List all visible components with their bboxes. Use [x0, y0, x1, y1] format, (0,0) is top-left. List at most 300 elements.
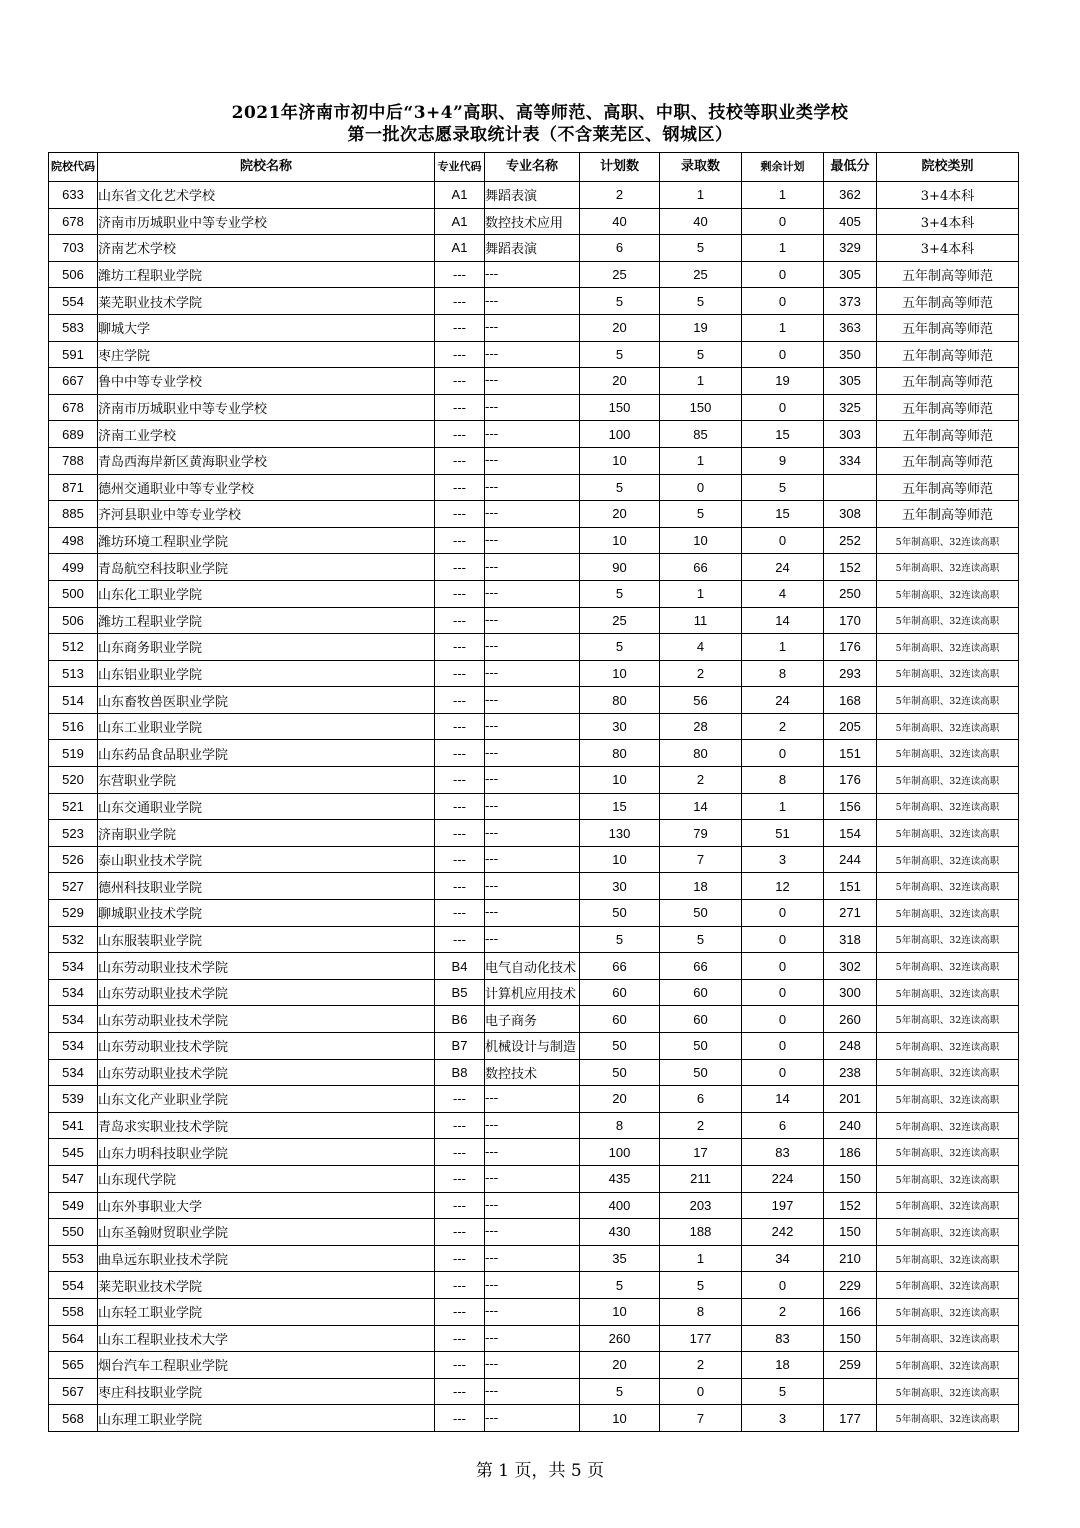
cell-school-code: 550	[49, 1219, 98, 1246]
header-planned: 计划数	[580, 153, 660, 182]
cell-admitted: 150	[660, 394, 742, 421]
cell-major-code: ---	[435, 767, 485, 794]
cell-admitted: 28	[660, 713, 742, 740]
cell-school-code: 529	[49, 900, 98, 927]
cell-remaining: 0	[742, 900, 824, 927]
cell-major-name: ---	[485, 1139, 580, 1166]
cell-school-name: 枣庄学院	[98, 341, 435, 368]
cell-school-name: 济南市历城职业中等专业学校	[98, 208, 435, 235]
table-row	[49, 1139, 1019, 1166]
cell-school-name: 济南工业学校	[98, 421, 435, 448]
cell-school-code: 526	[49, 846, 98, 873]
cell-min-score: 405	[824, 208, 877, 235]
cell-category: 5年制高职、32连读高职	[877, 1033, 1019, 1060]
cell-remaining: 0	[742, 261, 824, 288]
cell-school-name: 山东畜牧兽医职业学院	[98, 687, 435, 714]
cell-remaining: 0	[742, 1272, 824, 1299]
cell-planned: 20	[580, 501, 660, 528]
cell-planned: 6	[580, 235, 660, 262]
cell-remaining: 34	[742, 1245, 824, 1272]
cell-admitted: 66	[660, 554, 742, 581]
table-row	[49, 1245, 1019, 1272]
cell-category: 五年制高等师范	[877, 501, 1019, 528]
cell-school-code: 567	[49, 1378, 98, 1405]
cell-planned: 400	[580, 1192, 660, 1219]
cell-planned: 50	[580, 1059, 660, 1086]
cell-school-name: 济南职业学院	[98, 820, 435, 847]
cell-category: 五年制高等师范	[877, 368, 1019, 395]
cell-min-score: 271	[824, 900, 877, 927]
cell-category: 五年制高等师范	[877, 447, 1019, 474]
cell-remaining: 0	[742, 1006, 824, 1033]
cell-major-code: ---	[435, 1298, 485, 1325]
cell-category: 五年制高等师范	[877, 394, 1019, 421]
table-row	[49, 580, 1019, 607]
table-row	[49, 341, 1019, 368]
cell-planned: 40	[580, 208, 660, 235]
header-school-code: 院校代码	[49, 153, 98, 182]
cell-planned: 10	[580, 846, 660, 873]
cell-admitted: 17	[660, 1139, 742, 1166]
cell-school-name: 山东服装职业学院	[98, 926, 435, 953]
document-title-line1: 2021年济南市初中后“3+4”高职、高等师范、高职、中职、技校等职业类学校	[231, 103, 849, 123]
cell-planned: 10	[580, 447, 660, 474]
cell-remaining: 3	[742, 846, 824, 873]
cell-school-name: 枣庄科技职业学院	[98, 1378, 435, 1405]
cell-major-name: ---	[485, 1378, 580, 1405]
cell-min-score: 176	[824, 767, 877, 794]
cell-remaining: 0	[742, 341, 824, 368]
cell-admitted: 60	[660, 1006, 742, 1033]
cell-remaining: 24	[742, 554, 824, 581]
cell-major-code: ---	[435, 687, 485, 714]
cell-remaining: 8	[742, 660, 824, 687]
cell-remaining: 0	[742, 1033, 824, 1060]
cell-school-code: 547	[49, 1165, 98, 1192]
cell-school-name: 青岛西海岸新区黄海职业学校	[98, 447, 435, 474]
table-row	[49, 660, 1019, 687]
cell-school-name: 山东劳动职业技术学院	[98, 1059, 435, 1086]
cell-school-code: 703	[49, 235, 98, 262]
header-admitted: 录取数	[660, 153, 742, 182]
cell-major-code: B6	[435, 1006, 485, 1033]
cell-major-name: ---	[485, 1086, 580, 1113]
cell-major-name: ---	[485, 314, 580, 341]
cell-school-code: 513	[49, 660, 98, 687]
cell-admitted: 2	[660, 1112, 742, 1139]
cell-school-name: 鲁中中等专业学校	[98, 368, 435, 395]
cell-school-code: 541	[49, 1112, 98, 1139]
cell-major-code: ---	[435, 394, 485, 421]
table-row	[49, 1378, 1019, 1405]
cell-major-code: ---	[435, 660, 485, 687]
cell-admitted: 5	[660, 926, 742, 953]
table-row	[49, 421, 1019, 448]
cell-major-code: ---	[435, 713, 485, 740]
cell-major-name: ---	[485, 1165, 580, 1192]
cell-min-score: 176	[824, 634, 877, 661]
cell-school-name: 山东劳动职业技术学院	[98, 1006, 435, 1033]
cell-min-score: 151	[824, 873, 877, 900]
cell-category: 5年制高职、32连读高职	[877, 953, 1019, 980]
cell-admitted: 80	[660, 740, 742, 767]
cell-remaining: 18	[742, 1352, 824, 1379]
cell-school-name: 山东理工职业学院	[98, 1405, 435, 1432]
cell-major-name: ---	[485, 1405, 580, 1432]
cell-school-code: 591	[49, 341, 98, 368]
cell-min-score: 308	[824, 501, 877, 528]
cell-category: 5年制高职、32连读高职	[877, 793, 1019, 820]
table-row	[49, 554, 1019, 581]
cell-admitted: 18	[660, 873, 742, 900]
document-title-line2: 第一批次志愿录取统计表（不含莱芜区、钢城区）	[347, 125, 733, 145]
cell-remaining: 15	[742, 501, 824, 528]
cell-school-code: 516	[49, 713, 98, 740]
cell-school-name: 山东圣翰财贸职业学院	[98, 1219, 435, 1246]
cell-major-code: ---	[435, 314, 485, 341]
cell-planned: 15	[580, 793, 660, 820]
table-row	[49, 634, 1019, 661]
cell-planned: 435	[580, 1165, 660, 1192]
cell-major-name: 数控技术	[485, 1059, 580, 1086]
cell-admitted: 1	[660, 182, 742, 209]
cell-major-name: ---	[485, 846, 580, 873]
table-row	[49, 1298, 1019, 1325]
cell-category: 5年制高职、32连读高职	[877, 1405, 1019, 1432]
cell-remaining: 0	[742, 926, 824, 953]
cell-admitted: 6	[660, 1086, 742, 1113]
cell-major-code: ---	[435, 1086, 485, 1113]
table-row	[49, 1352, 1019, 1379]
cell-major-code: ---	[435, 1139, 485, 1166]
table-row	[49, 740, 1019, 767]
cell-major-name: ---	[485, 447, 580, 474]
cell-planned: 5	[580, 474, 660, 501]
cell-category: 5年制高职、32连读高职	[877, 554, 1019, 581]
cell-school-code: 523	[49, 820, 98, 847]
cell-admitted: 19	[660, 314, 742, 341]
cell-school-code: 498	[49, 527, 98, 554]
cell-admitted: 1	[660, 580, 742, 607]
cell-min-score: 154	[824, 820, 877, 847]
cell-major-name: ---	[485, 873, 580, 900]
cell-admitted: 2	[660, 1352, 742, 1379]
cell-major-code: B4	[435, 953, 485, 980]
cell-school-code: 519	[49, 740, 98, 767]
cell-major-code: ---	[435, 873, 485, 900]
table-row	[49, 846, 1019, 873]
cell-major-code: A1	[435, 235, 485, 262]
cell-category: 5年制高职、32连读高职	[877, 1086, 1019, 1113]
cell-school-code: 500	[49, 580, 98, 607]
cell-category: 5年制高职、32连读高职	[877, 1352, 1019, 1379]
cell-remaining: 0	[742, 288, 824, 315]
cell-major-name: ---	[485, 1219, 580, 1246]
cell-school-name: 山东化工职业学院	[98, 580, 435, 607]
cell-min-score: 334	[824, 447, 877, 474]
cell-major-name: ---	[485, 660, 580, 687]
cell-admitted: 85	[660, 421, 742, 448]
cell-admitted: 5	[660, 1272, 742, 1299]
page-footer: 第 1 页，共 5 页	[475, 1461, 605, 1481]
table-row	[49, 820, 1019, 847]
cell-min-score: 259	[824, 1352, 877, 1379]
cell-major-name: ---	[485, 687, 580, 714]
cell-school-code: 506	[49, 607, 98, 634]
cell-major-code: ---	[435, 846, 485, 873]
cell-major-code: ---	[435, 501, 485, 528]
cell-major-code: ---	[435, 1192, 485, 1219]
cell-major-name: 舞蹈表演	[485, 235, 580, 262]
cell-major-name: ---	[485, 341, 580, 368]
table-row	[49, 394, 1019, 421]
table-row	[49, 1405, 1019, 1432]
cell-school-name: 山东交通职业学院	[98, 793, 435, 820]
cell-major-code: A1	[435, 208, 485, 235]
table-row	[49, 314, 1019, 341]
table-row	[49, 607, 1019, 634]
cell-major-name: ---	[485, 527, 580, 554]
cell-major-code: ---	[435, 288, 485, 315]
cell-admitted: 79	[660, 820, 742, 847]
cell-major-name: ---	[485, 394, 580, 421]
cell-min-score: 186	[824, 1139, 877, 1166]
cell-planned: 66	[580, 953, 660, 980]
cell-planned: 430	[580, 1219, 660, 1246]
cell-school-code: 534	[49, 1006, 98, 1033]
cell-major-name: ---	[485, 767, 580, 794]
cell-category: 五年制高等师范	[877, 314, 1019, 341]
cell-admitted: 7	[660, 1405, 742, 1432]
cell-admitted: 5	[660, 501, 742, 528]
cell-school-code: 506	[49, 261, 98, 288]
cell-remaining: 2	[742, 713, 824, 740]
cell-major-name: ---	[485, 793, 580, 820]
table-row	[49, 368, 1019, 395]
cell-school-code: 554	[49, 288, 98, 315]
cell-remaining: 5	[742, 1378, 824, 1405]
cell-category: 5年制高职、32连读高职	[877, 1245, 1019, 1272]
cell-school-code: 558	[49, 1298, 98, 1325]
cell-admitted: 10	[660, 527, 742, 554]
cell-school-name: 山东力明科技职业学院	[98, 1139, 435, 1166]
cell-planned: 5	[580, 926, 660, 953]
header-remaining: 剩余计划	[742, 153, 824, 182]
cell-admitted: 40	[660, 208, 742, 235]
cell-admitted: 1	[660, 1245, 742, 1272]
cell-major-name: ---	[485, 820, 580, 847]
cell-school-code: 532	[49, 926, 98, 953]
cell-school-name: 曲阜远东职业技术学院	[98, 1245, 435, 1272]
cell-planned: 60	[580, 1006, 660, 1033]
cell-major-name: ---	[485, 1325, 580, 1352]
cell-min-score: 240	[824, 1112, 877, 1139]
cell-major-code: ---	[435, 1165, 485, 1192]
cell-min-score: 150	[824, 1219, 877, 1246]
table-row	[49, 900, 1019, 927]
cell-school-name: 济南市历城职业中等专业学校	[98, 394, 435, 421]
cell-school-name: 山东劳动职业技术学院	[98, 953, 435, 980]
cell-school-name: 山东省文化艺术学校	[98, 182, 435, 209]
cell-major-name: 机械设计与制造	[485, 1033, 580, 1060]
cell-category: 5年制高职、32连读高职	[877, 1112, 1019, 1139]
cell-planned: 60	[580, 979, 660, 1006]
cell-planned: 10	[580, 1298, 660, 1325]
cell-school-code: 667	[49, 368, 98, 395]
cell-major-name: ---	[485, 1272, 580, 1299]
cell-admitted: 50	[660, 900, 742, 927]
cell-major-name: ---	[485, 368, 580, 395]
cell-admitted: 5	[660, 235, 742, 262]
cell-remaining: 197	[742, 1192, 824, 1219]
cell-category: 五年制高等师范	[877, 474, 1019, 501]
header-category: 院校类别	[877, 153, 1019, 182]
cell-planned: 100	[580, 1139, 660, 1166]
cell-school-name: 山东铝业职业学院	[98, 660, 435, 687]
cell-school-name: 聊城职业技术学院	[98, 900, 435, 927]
cell-remaining: 224	[742, 1165, 824, 1192]
cell-category: 5年制高职、32连读高职	[877, 580, 1019, 607]
cell-admitted: 25	[660, 261, 742, 288]
cell-school-name: 济南艺术学校	[98, 235, 435, 262]
cell-school-name: 山东劳动职业技术学院	[98, 979, 435, 1006]
cell-major-code: ---	[435, 1219, 485, 1246]
cell-remaining: 19	[742, 368, 824, 395]
table-row	[49, 501, 1019, 528]
header-major-name: 专业名称	[485, 153, 580, 182]
cell-admitted: 5	[660, 341, 742, 368]
cell-school-code: 583	[49, 314, 98, 341]
cell-category: 5年制高职、32连读高职	[877, 1378, 1019, 1405]
cell-min-score: 252	[824, 527, 877, 554]
cell-school-name: 聊城大学	[98, 314, 435, 341]
cell-school-name: 潍坊工程职业学院	[98, 607, 435, 634]
cell-major-code: ---	[435, 368, 485, 395]
cell-major-code: B7	[435, 1033, 485, 1060]
cell-remaining: 24	[742, 687, 824, 714]
cell-category: 3+4本科	[877, 235, 1019, 262]
cell-planned: 5	[580, 580, 660, 607]
cell-major-code: ---	[435, 820, 485, 847]
cell-planned: 5	[580, 1378, 660, 1405]
cell-school-code: 885	[49, 501, 98, 528]
cell-admitted: 177	[660, 1325, 742, 1352]
cell-planned: 5	[580, 634, 660, 661]
cell-school-name: 潍坊工程职业学院	[98, 261, 435, 288]
cell-category: 5年制高职、32连读高职	[877, 1272, 1019, 1299]
cell-min-score: 177	[824, 1405, 877, 1432]
cell-remaining: 9	[742, 447, 824, 474]
cell-planned: 90	[580, 554, 660, 581]
cell-major-code: ---	[435, 1352, 485, 1379]
cell-planned: 150	[580, 394, 660, 421]
cell-planned: 2	[580, 182, 660, 209]
cell-major-name: ---	[485, 634, 580, 661]
cell-min-score: 152	[824, 554, 877, 581]
cell-school-name: 莱芜职业技术学院	[98, 1272, 435, 1299]
cell-admitted: 2	[660, 660, 742, 687]
cell-min-score: 166	[824, 1298, 877, 1325]
cell-min-score: 150	[824, 1325, 877, 1352]
cell-school-code: 633	[49, 182, 98, 209]
cell-school-code: 545	[49, 1139, 98, 1166]
cell-major-code: ---	[435, 1325, 485, 1352]
cell-min-score: 150	[824, 1165, 877, 1192]
cell-remaining: 0	[742, 394, 824, 421]
cell-school-name: 山东外事职业大学	[98, 1192, 435, 1219]
cell-remaining: 0	[742, 1059, 824, 1086]
cell-min-score: 318	[824, 926, 877, 953]
table-row	[49, 1112, 1019, 1139]
cell-remaining: 0	[742, 953, 824, 980]
cell-min-score: 350	[824, 341, 877, 368]
table-row	[49, 926, 1019, 953]
cell-category: 5年制高职、32连读高职	[877, 926, 1019, 953]
cell-admitted: 0	[660, 474, 742, 501]
table-row	[49, 1006, 1019, 1033]
cell-remaining: 51	[742, 820, 824, 847]
cell-planned: 50	[580, 1033, 660, 1060]
cell-category: 5年制高职、32连读高职	[877, 1165, 1019, 1192]
table-row	[49, 873, 1019, 900]
cell-category: 五年制高等师范	[877, 341, 1019, 368]
header-min-score: 最低分	[824, 153, 877, 182]
cell-planned: 10	[580, 527, 660, 554]
cell-remaining: 14	[742, 607, 824, 634]
cell-min-score: 238	[824, 1059, 877, 1086]
cell-category: 5年制高职、32连读高职	[877, 687, 1019, 714]
cell-remaining: 6	[742, 1112, 824, 1139]
table-row	[49, 1059, 1019, 1086]
cell-school-name: 山东现代学院	[98, 1165, 435, 1192]
cell-school-code: 871	[49, 474, 98, 501]
cell-category: 5年制高职、32连读高职	[877, 1192, 1019, 1219]
table-header-row	[49, 153, 1019, 182]
cell-min-score: 260	[824, 1006, 877, 1033]
cell-major-code: ---	[435, 580, 485, 607]
cell-major-code: ---	[435, 607, 485, 634]
cell-category: 5年制高职、32连读高职	[877, 1219, 1019, 1246]
cell-admitted: 4	[660, 634, 742, 661]
table-row	[49, 474, 1019, 501]
cell-major-name: ---	[485, 900, 580, 927]
cell-school-code: 788	[49, 447, 98, 474]
table-row	[49, 235, 1019, 262]
table-row	[49, 1219, 1019, 1246]
cell-school-code: 534	[49, 953, 98, 980]
cell-school-name: 山东药品食品职业学院	[98, 740, 435, 767]
cell-school-code: 534	[49, 979, 98, 1006]
cell-major-code: ---	[435, 554, 485, 581]
table-row	[49, 767, 1019, 794]
cell-admitted: 50	[660, 1059, 742, 1086]
cell-min-score: 303	[824, 421, 877, 448]
cell-school-name: 山东商务职业学院	[98, 634, 435, 661]
table-row	[49, 527, 1019, 554]
cell-min-score: 152	[824, 1192, 877, 1219]
cell-remaining: 0	[742, 208, 824, 235]
cell-school-name: 山东文化产业职业学院	[98, 1086, 435, 1113]
cell-min-score: 156	[824, 793, 877, 820]
cell-school-code: 499	[49, 554, 98, 581]
cell-major-name: ---	[485, 607, 580, 634]
cell-remaining: 1	[742, 314, 824, 341]
cell-category: 5年制高职、32连读高职	[877, 846, 1019, 873]
cell-school-name: 山东轻工职业学院	[98, 1298, 435, 1325]
table-row	[49, 182, 1019, 209]
cell-remaining: 5	[742, 474, 824, 501]
cell-category: 5年制高职、32连读高职	[877, 1006, 1019, 1033]
